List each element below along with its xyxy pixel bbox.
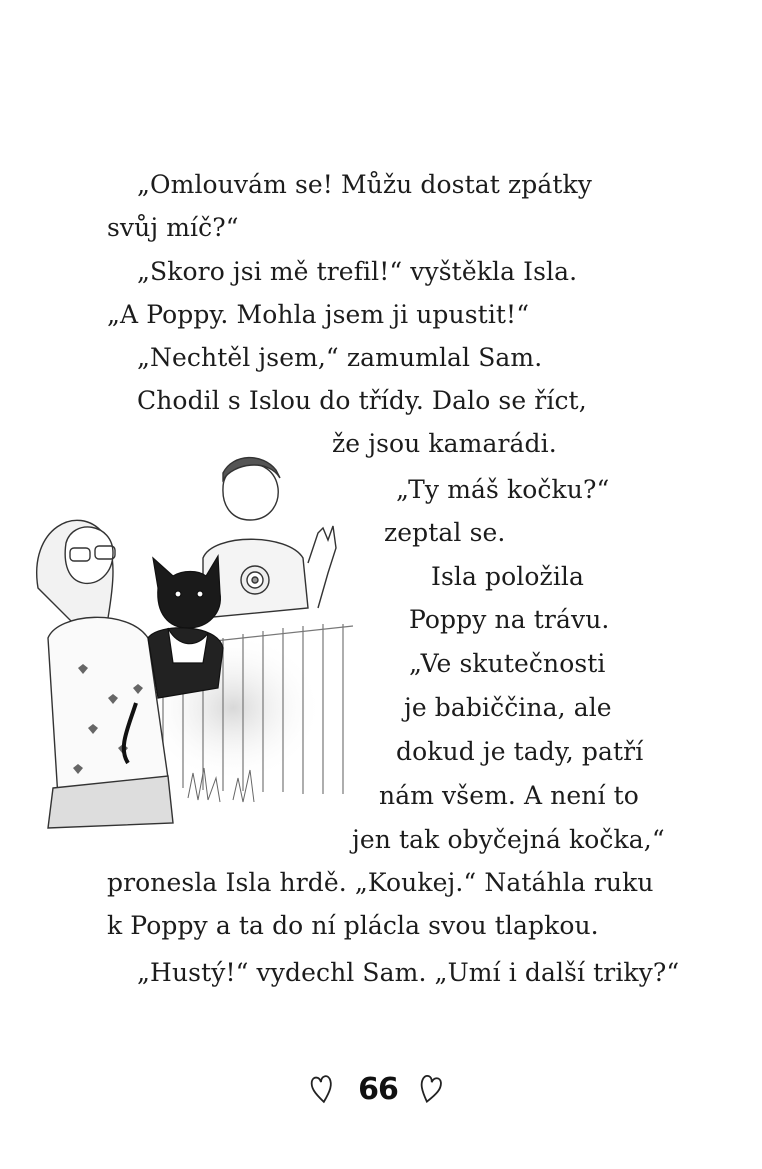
text-line: jen tak obyčejná kočka,“	[352, 825, 665, 854]
heart-outline-icon	[310, 1074, 334, 1104]
text-line: „Omlouvám se! Můžu dostat zpátky	[137, 170, 592, 199]
text-line: Poppy na trávu.	[409, 605, 610, 634]
text-line: „Ve skutečnosti	[409, 649, 606, 678]
text-line: „Hustý!“ vydechl Sam. „Umí i další triky?“	[137, 958, 680, 987]
text-line: „Nechtěl jsem,“ zamumlal Sam.	[137, 343, 543, 372]
girl	[37, 520, 173, 828]
text-line: nám všem. A není to	[379, 781, 639, 810]
page-number: 66	[358, 1072, 398, 1107]
boy	[203, 458, 336, 618]
text-line: Isla položila	[431, 562, 585, 591]
text-line: Chodil s Islou do třídy. Dalo se říct,	[137, 386, 587, 415]
text-line: k Poppy a ta do ní plácla svou tlapkou.	[107, 911, 599, 940]
illustration-girl-cat-boy-fence	[18, 448, 363, 836]
text-line: „Skoro jsi mě trefil!“ vyštěkla Isla.	[137, 257, 578, 286]
text-line: že jsou kamarádi.	[332, 429, 557, 458]
text-line: je babiččina, ale	[404, 693, 612, 722]
text-line: svůj míč?“	[107, 213, 239, 242]
text-line: zeptal se.	[384, 518, 506, 547]
heart-outline-icon	[418, 1074, 442, 1104]
text-line: dokud je tady, patří	[396, 737, 644, 766]
page-number-area	[300, 1066, 460, 1116]
text-line: „A Poppy. Mohla jsem ji upustit!“	[107, 300, 530, 329]
text-line: „Ty máš kočku?“	[396, 475, 610, 504]
text-line: pronesla Isla hrdě. „Koukej.“ Natáhla ruku	[107, 868, 654, 897]
